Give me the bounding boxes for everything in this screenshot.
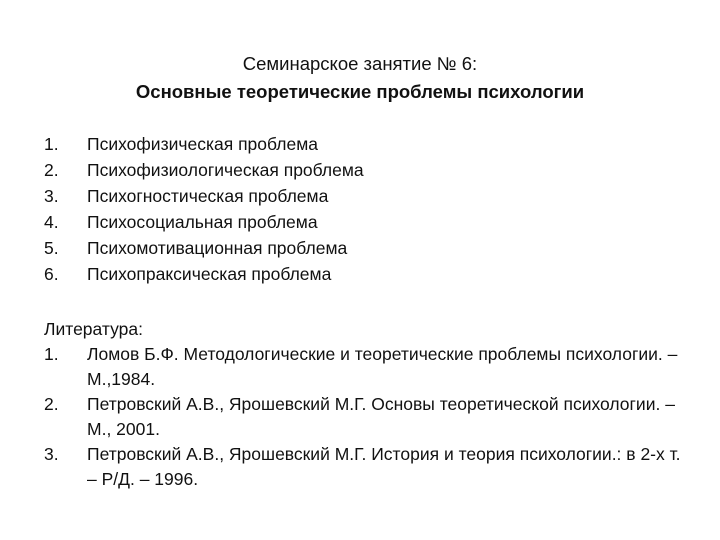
list-item-number: 6.: [44, 264, 59, 284]
title-block: [0, 50, 720, 106]
list-item-number: 3.: [44, 186, 59, 206]
reference-text: Петровский А.В., Ярошевский М.Г. Основы теоретической психологии. – М., 2001.: [87, 394, 675, 439]
list-item: [44, 183, 364, 209]
list-item: [44, 157, 364, 183]
list-item-number: 5.: [44, 238, 59, 258]
reference-item: [44, 342, 684, 392]
list-item: [44, 209, 364, 235]
list-item-text: Психосоциальная проблема: [87, 212, 318, 232]
list-item: [44, 261, 364, 287]
reference-text: Ломов Б.Ф. Методологические и теоретические проблемы психологии. – М.,1984.: [87, 344, 678, 389]
reference-list: [44, 342, 684, 492]
reference-number: 1.: [44, 344, 59, 364]
reference-item: [44, 392, 684, 442]
topic-list: [44, 131, 364, 287]
list-item-number: 4.: [44, 212, 59, 232]
reference-number: 3.: [44, 444, 59, 464]
literature-heading: Литература:: [44, 319, 143, 339]
reference-text: Петровский А.В., Ярошевский М.Г. История и теория психологии.: в 2-х т. – Р/Д. – 1996.: [87, 444, 681, 489]
reference-number: 2.: [44, 394, 59, 414]
slide-subtitle: Основные теоретические проблемы психологии: [135, 81, 585, 102]
list-item-text: Психофизическая проблема: [87, 134, 318, 154]
list-item: [44, 131, 364, 157]
list-item: [44, 235, 364, 261]
literature-section: [44, 316, 684, 492]
slide-title: Семинарское занятие № 6:: [242, 53, 478, 74]
reference-item: [44, 442, 684, 492]
list-item-text: Психомотивационная проблема: [87, 238, 348, 258]
list-item-text: Психофизиологическая проблема: [87, 160, 364, 180]
list-item-number: 1.: [44, 134, 59, 154]
list-item-text: Психогностическая проблема: [87, 186, 329, 206]
list-item-text: Психопраксическая проблема: [87, 264, 332, 284]
list-item-number: 2.: [44, 160, 59, 180]
